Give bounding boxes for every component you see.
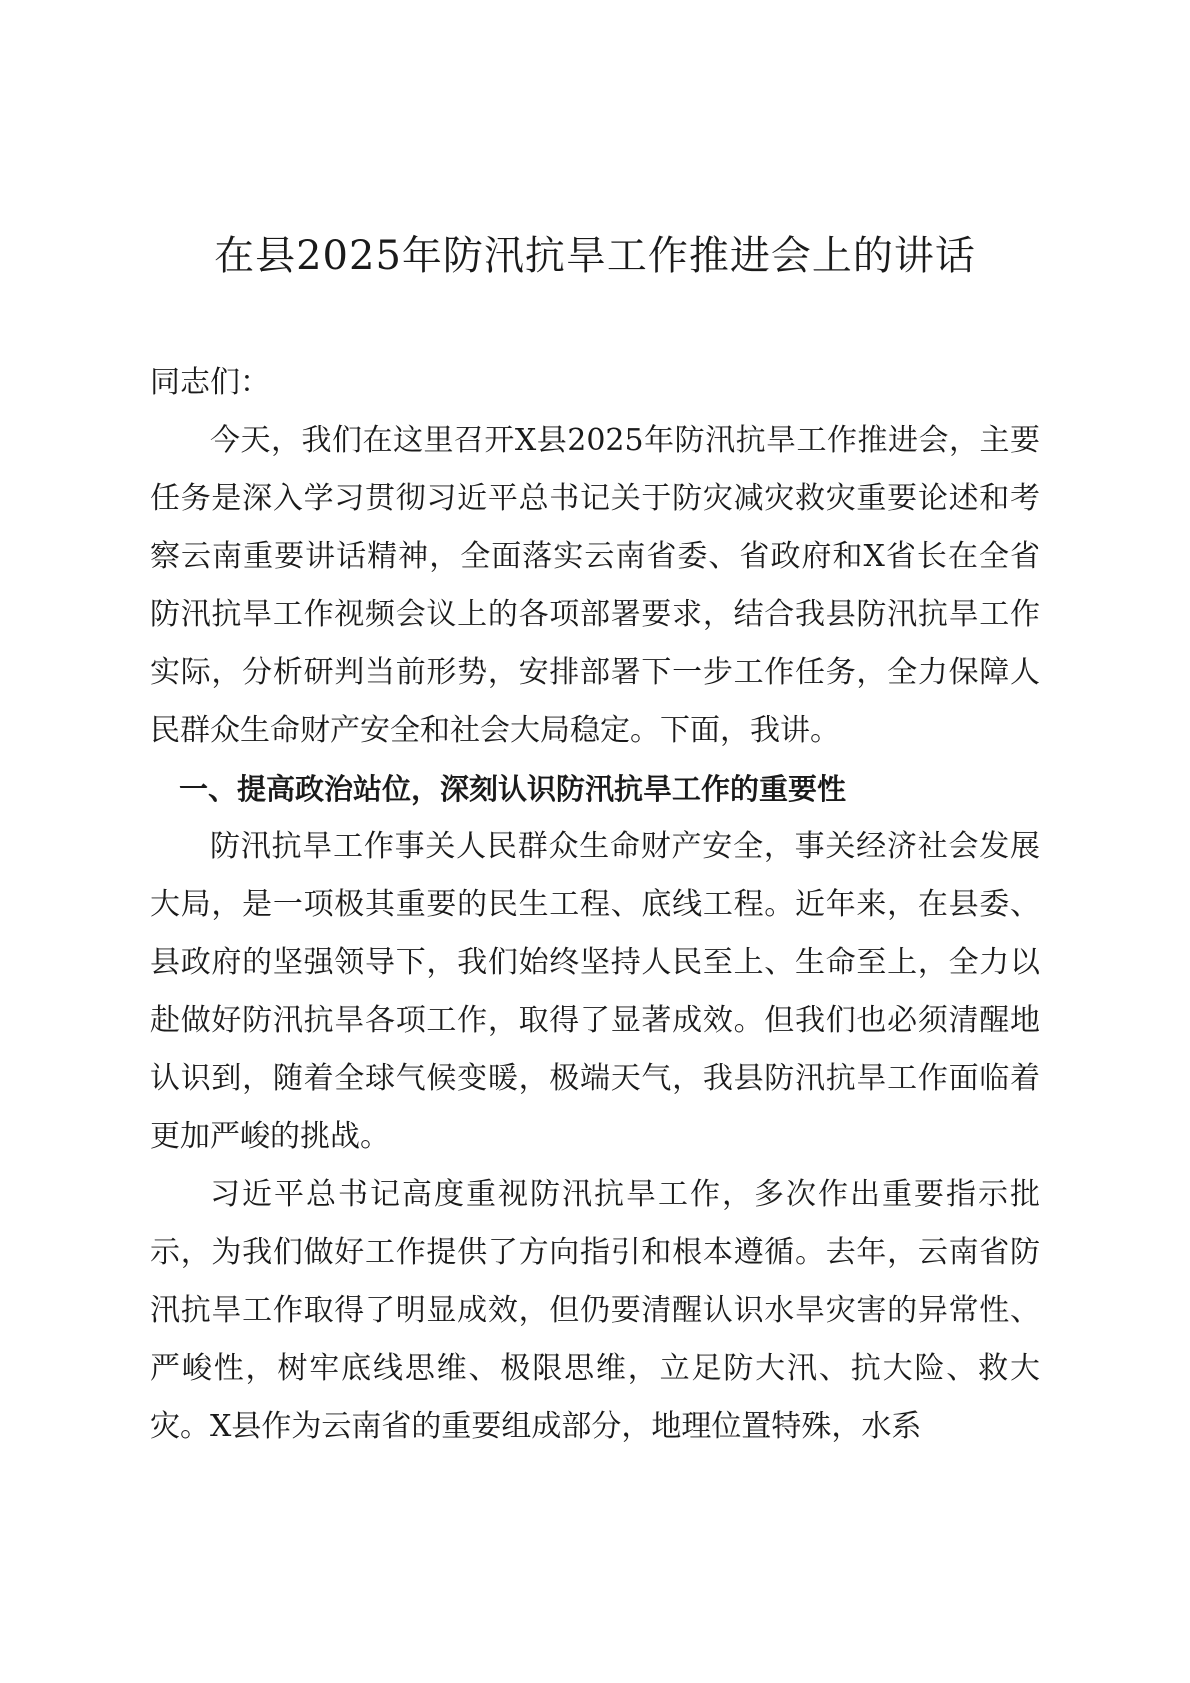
- section-heading: 一、提高政治站位，深刻认识防汛抗旱工作的重要性: [179, 772, 847, 806]
- paragraph-intro: 今天，我们在这里召开X县2025年防汛抗旱工作推进会，主要任务是深入学习贯彻习近平总书记关于防灾减灾救灾重要论述和考察云南重要讲话精神，全面落实云南省委、省政府和X省长在全省防汛抗旱工作视频会议上的各项部署要求，结合我县防汛抗旱工作实际，分析研判当前形势，安排部署下一步工作任务，全力保障人民群众生命财产安全和社会大局稳定。下面，我讲。: [150, 423, 1040, 748]
- paragraph-section1-1: 防汛抗旱工作事关人民群众生命财产安全，事关经济社会发展大局，是一项极其重要的民生工程、底线工程。近年来，在县委、县政府的坚强领导下，我们始终坚持人民至上、生命至上，全力以赴做好防汛抗旱各项工作，取得了显著成效。但我们也必须清醒地认识到，随着全球气候变暖，极端天气，我县防汛抗旱工作面临着更加严峻的挑战。: [150, 829, 1040, 1154]
- document-title: 在县2025年防汛抗旱工作推进会上的讲话: [214, 233, 976, 279]
- salutation: 同志们：: [150, 365, 270, 400]
- document-body: [150, 354, 1040, 1456]
- paragraph-section1-2: 习近平总书记高度重视防汛抗旱工作，多次作出重要指示批示，为我们做好工作提供了方向指引和根本遵循。去年，云南省防汛抗旱工作取得了明显成效，但仍要清醒认识水旱灾害的异常性、严峻性，树牢底线思维、极限思维，立足防大汛、抗大险、救大灾。X县作为云南省的重要组成部分，地理位置特殊，水系: [150, 1177, 1040, 1444]
